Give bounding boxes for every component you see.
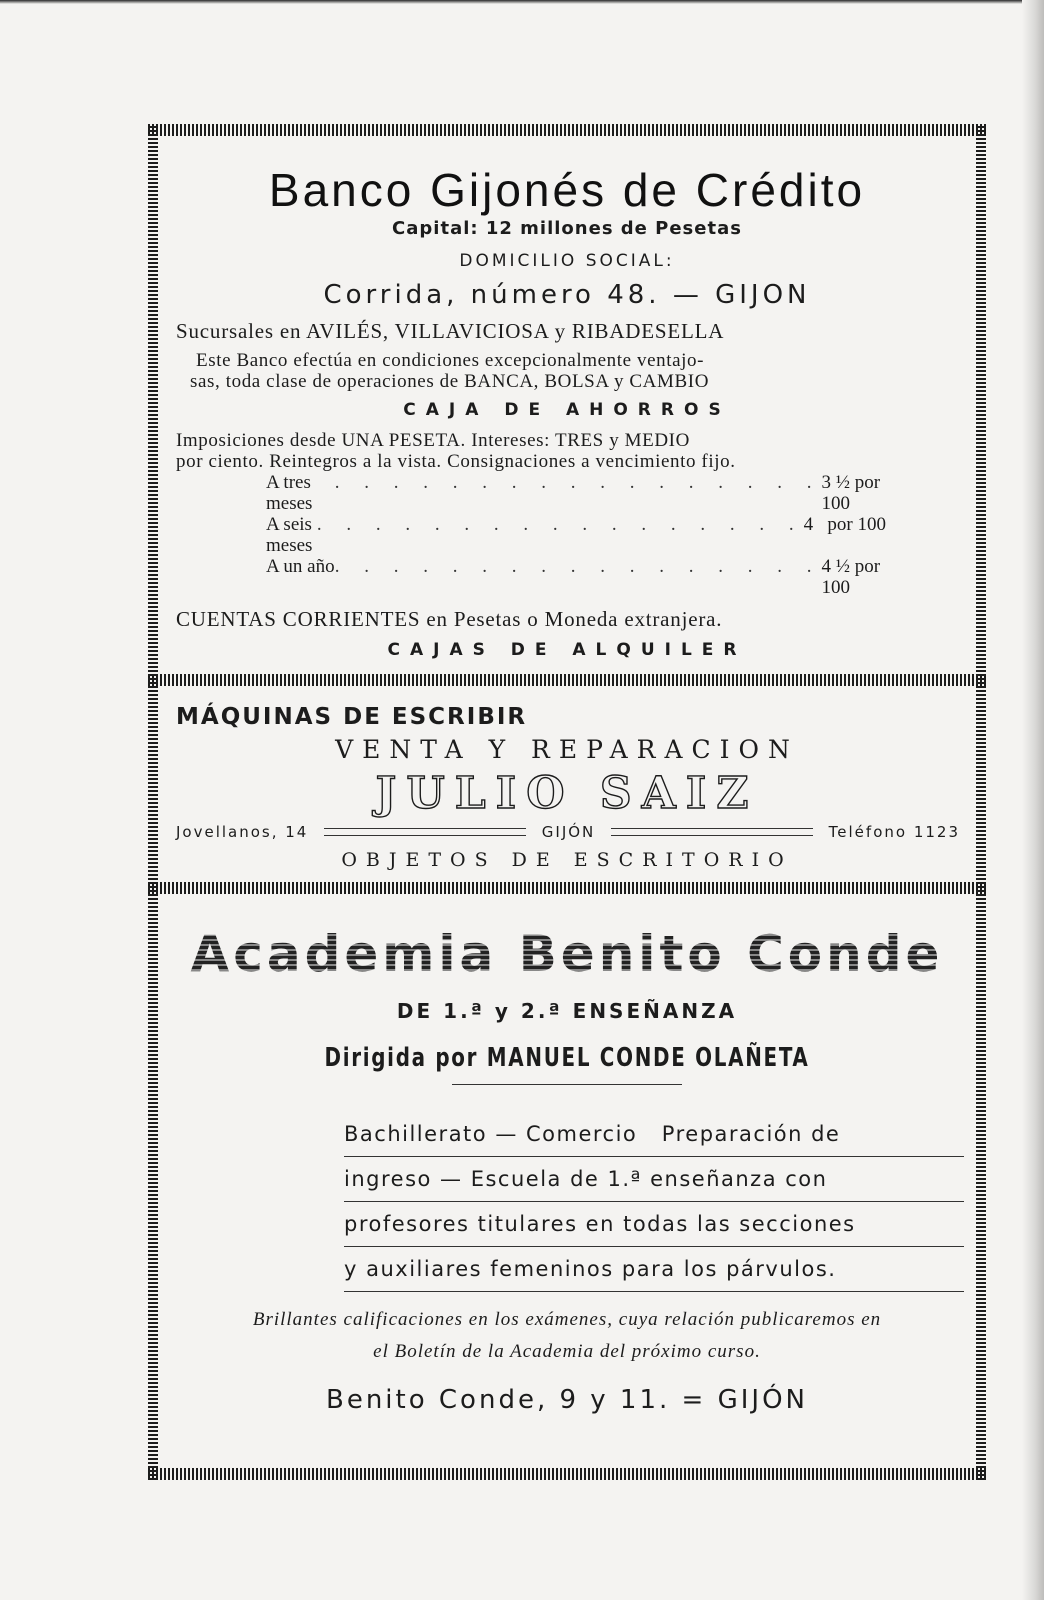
- maquinas-city: GIJÓN: [541, 823, 596, 841]
- maquinas-ad: [170, 702, 964, 876]
- rate-value: 4 por 100: [803, 514, 886, 535]
- rate-value: 4 ½ por 100: [821, 556, 881, 598]
- banco-imposiciones-line-2: por ciento. Reintegros a la vista. Consignaciones a vencimiento fijo.: [176, 451, 736, 472]
- page-top-shadow: [0, 0, 1044, 4]
- academia-courses: [344, 1112, 964, 1292]
- rate-row: [266, 514, 886, 556]
- short-divider-rule: [452, 1084, 682, 1085]
- academia-ad: [170, 924, 964, 1085]
- academia-ensenanza: DE 1.ª y 2.ª ENSEÑANZA: [396, 999, 738, 1023]
- banco-ad: [170, 164, 964, 664]
- academia-director: Dirigida por MANUEL CONDE OLAÑETA: [324, 1043, 810, 1073]
- page-binding-shadow: [1022, 0, 1044, 1600]
- rate-label: A un año: [266, 556, 335, 577]
- banco-efectua-line-1: Este Banco efectúa en condiciones excepcionalmente ventajo-: [196, 350, 705, 371]
- banco-sucursales: Sucursales en AVILÉS, VILLAVICIOSA y RIBADESELLA: [176, 319, 725, 343]
- academia-note-line-1: Brillantes calificaciones en los exámenes, cuya relación publicaremos en: [252, 1309, 882, 1330]
- courses-line: y auxiliares femeninos para los párvulos.: [344, 1247, 964, 1292]
- frame-right-rule: [976, 124, 986, 1480]
- academia-footer: [170, 1304, 964, 1420]
- separator-lines: [324, 828, 525, 836]
- maquinas-phone: Teléfono 1123: [828, 823, 960, 841]
- rate-row: [266, 472, 886, 514]
- academia-title: Academia Benito Conde: [170, 924, 964, 984]
- banco-cajas-alquiler: CAJAS DE ALQUILER: [387, 640, 747, 660]
- rate-value: 3 ½ por 100: [821, 472, 881, 514]
- frame-bottom-rule: [148, 1468, 986, 1480]
- leader-dots: . . . . . . . . . . . . . . . . .: [334, 556, 822, 577]
- maquinas-title: MÁQUINAS DE ESCRIBIR: [176, 704, 528, 730]
- academia-note-line-2: el Boletín de la Academia del próximo curso.: [373, 1341, 761, 1362]
- banco-imposiciones-line-1: Imposiciones desde UNA PESETA. Intereses: TRES y MEDIO: [176, 430, 690, 451]
- academia-address: Benito Conde, 9 y 11. = GIJÓN: [326, 1385, 808, 1415]
- banco-cuentas: CUENTAS CORRIENTES en Pesetas o Moneda extranjera.: [176, 607, 723, 631]
- separator-lines: [611, 828, 812, 836]
- frame-left-rule: [148, 124, 158, 1480]
- banco-capital: Capital: 12 millones de Pesetas: [392, 218, 742, 239]
- banco-title: Banco Gijonés de Crédito: [268, 164, 866, 216]
- divider-rule-1: [148, 674, 986, 686]
- maquinas-contact-row: [170, 820, 964, 844]
- banco-rates-table: [170, 472, 964, 598]
- frame-top-rule: [148, 124, 986, 136]
- banco-domicilio-label: DOMICILIO SOCIAL:: [459, 251, 675, 271]
- divider-rule-2: [148, 882, 986, 894]
- leader-dots: . . . . . . . . . . . . . . . . .: [334, 472, 822, 493]
- rate-label: A tres meses: [266, 472, 313, 514]
- banco-address: Corrida, número 48. — GIJON: [323, 280, 811, 310]
- courses-line: profesores titulares en todas las secciones: [344, 1202, 964, 1247]
- rate-row: [266, 556, 886, 598]
- maquinas-objetos: OBJETOS DE ESCRITORIO: [341, 849, 793, 871]
- courses-line: Bachillerato — Comercio Preparación de: [344, 1112, 964, 1157]
- rate-label: A seis meses: [266, 514, 313, 556]
- advertisement-frame: [148, 124, 986, 1480]
- maquinas-street: Jovellanos, 14: [176, 823, 309, 841]
- courses-line: ingreso — Escuela de 1.ª enseñanza con: [344, 1157, 964, 1202]
- banco-caja-ahorros: CAJA DE AHORROS: [403, 400, 731, 420]
- maquinas-owner-name: JULIO SAIZ: [375, 768, 759, 819]
- banco-efectua-line-2: sas, toda clase de operaciones de BANCA, BOLSA y CAMBIO: [190, 371, 710, 392]
- maquinas-venta: VENTA Y REPARACION: [335, 735, 799, 764]
- leader-dots: . . . . . . . . . . . . . . . . .: [316, 514, 804, 535]
